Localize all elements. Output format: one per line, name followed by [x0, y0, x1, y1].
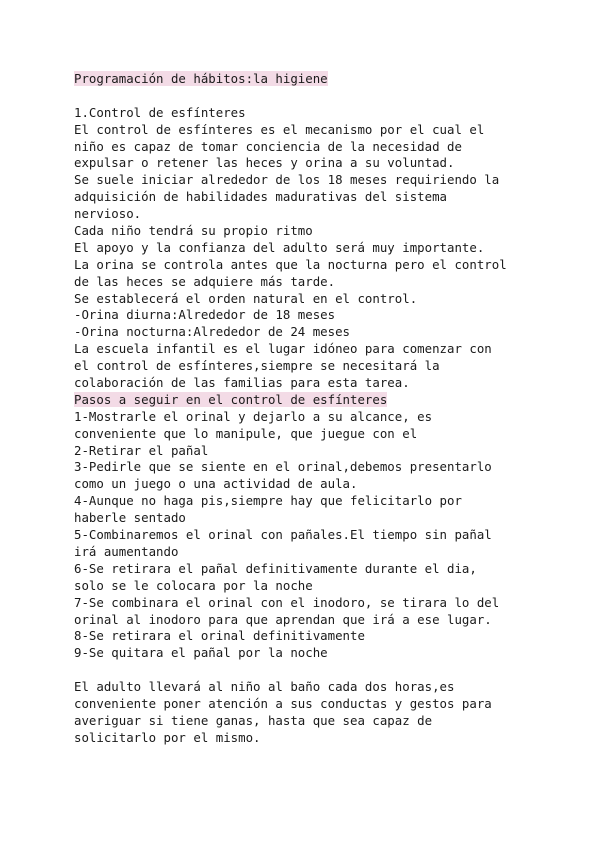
section-control-esfinteres: [74, 105, 574, 392]
section1-line-14: -Orina nocturna:Alrededor de 24 meses: [74, 324, 351, 340]
section1-line-11: de las heces se adquiere más tarde.: [74, 273, 336, 289]
section-steps: [74, 409, 574, 662]
steps-line-8: 5-Combinaremos el orinal con pañales.El tiempo sin pañal: [74, 527, 492, 543]
closing-line-4: solicitarlo por el mismo.: [74, 729, 261, 745]
steps-line-11: solo se le colocara por la noche: [74, 577, 313, 593]
section1-line-10: La orina se controla antes que la nocturna pero el control: [74, 256, 507, 272]
section1-line-8: Cada niño tendrá su propio ritmo: [74, 223, 313, 239]
steps-line-1: 1-Mostrarle el orinal y dejarlo a su alcance, es: [74, 408, 433, 424]
document-body: [74, 71, 574, 747]
steps-line-4: 3-Pedirle que se siente en el orinal,debemos presentarlo: [74, 459, 492, 475]
steps-line-5: como un juego o una actividad de aula.: [74, 476, 358, 492]
steps-line-3: 2-Retirar el pañal: [74, 442, 209, 458]
section1-line-16: el control de esfínteres,siempre se necesitará la: [74, 358, 440, 374]
closing-line-3: averiguar si tiene ganas, hasta que sea capaz de: [74, 712, 433, 728]
steps-line-10: 6-Se retirara el pañal definitivamente durante el dia,: [74, 560, 477, 576]
section1-line-12: Se establecerá el orden natural en el control.: [74, 290, 418, 306]
closing-line-1: El adulto llevará al niño al baño cada dos horas,es: [74, 679, 455, 695]
section1-line-5: Se suele iniciar alrededor de los 18 meses requiriendo la: [74, 172, 500, 188]
steps-line-6: 4-Aunque no haga pis,siempre hay que felicitarlo por: [74, 493, 462, 509]
steps-line-9: irá aumentando: [74, 543, 179, 559]
section1-line-9: El apoyo y la confianza del adulto será muy importante.: [74, 239, 485, 255]
section1-line-4: expulsar o retener las heces y orina a su voluntad.: [74, 155, 455, 171]
blank-line: [74, 662, 574, 679]
steps-line-2: conveniente que lo manipule, que juegue con el: [74, 425, 418, 441]
steps-line-14: 8-Se retirara el orinal definitivamente: [74, 628, 365, 644]
section1-line-7: nervioso.: [74, 206, 142, 222]
section-closing: [74, 679, 574, 747]
steps-heading: Pasos a seguir en el control de esfínteres: [74, 391, 388, 407]
section1-line-2: El control de esfínteres es el mecanismo por el cual el: [74, 121, 485, 137]
section1-line-6: adquisición de habilidades madurativas del sistema: [74, 189, 447, 205]
steps-line-7: haberle sentado: [74, 510, 186, 526]
section1-line-15: La escuela infantil es el lugar idóneo para comenzar con: [74, 341, 492, 357]
steps-line-13: orinal al inodoro para que aprendan que irá a ese lugar.: [74, 611, 492, 627]
steps-line-12: 7-Se combinara el orinal con el inodoro, se tirara lo del: [74, 594, 500, 610]
steps-heading-line: [74, 392, 574, 409]
document-title: Programación de hábitos:la higiene: [74, 71, 328, 86]
section1-line-1: 1.Control de esfínteres: [74, 104, 246, 120]
document-title-line: [74, 71, 574, 88]
section1-line-3: niño es capaz de tomar conciencia de la necesidad de: [74, 138, 462, 154]
steps-line-15: 9-Se quitara el pañal por la noche: [74, 645, 328, 661]
closing-line-2: conveniente poner atención a sus conductas y gestos para: [74, 695, 492, 711]
section1-line-13: -Orina diurna:Alrededor de 18 meses: [74, 307, 336, 323]
section1-line-17: colaboración de las familias para esta tarea.: [74, 375, 410, 391]
blank-line: [74, 88, 574, 105]
